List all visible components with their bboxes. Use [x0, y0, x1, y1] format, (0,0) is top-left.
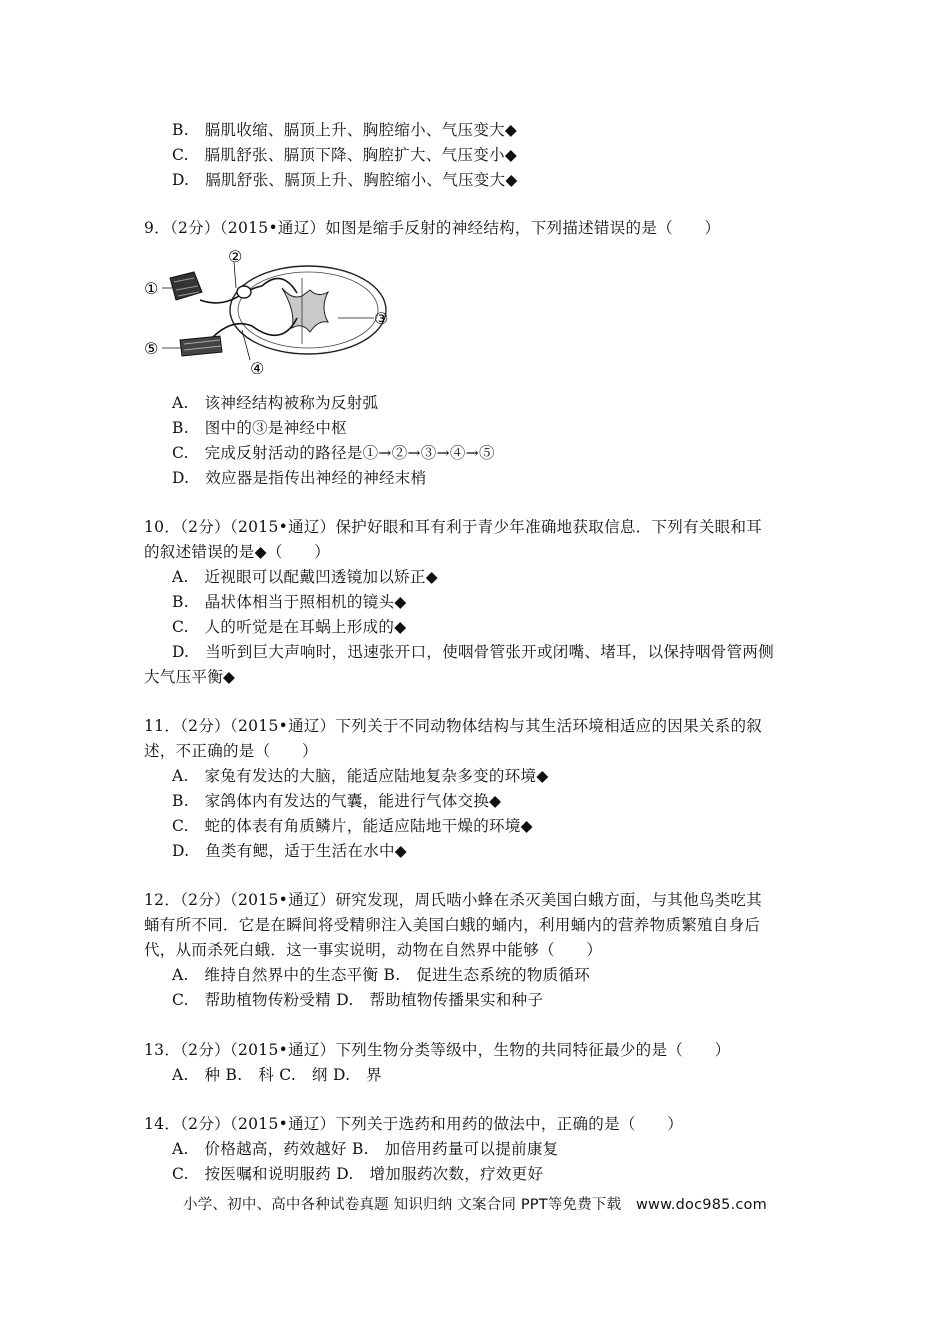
q12-options-cd: C. 帮助植物传粉受精 D. 帮助植物传播果实和种子	[172, 991, 544, 1009]
label-nerve-center: ③	[374, 309, 389, 328]
label-motor-neuron: ④	[250, 359, 265, 378]
q11-option-a: A. 家兔有发达的大脑，能适应陆地复杂多变的环境◆	[172, 767, 549, 785]
q9-option-d: D. 效应器是指传出神经的神经末梢	[172, 469, 427, 487]
q9-stem: 9．（2分）（2015•通辽）如图是缩手反射的神经结构，下列描述错误的是（ ）	[144, 219, 721, 237]
q10-stem-line2: 的叙述错误的是◆（ ）	[144, 543, 331, 561]
q10-option-c: C. 人的听觉是在耳蜗上形成的◆	[172, 618, 407, 636]
reflex-arc-figure	[142, 248, 392, 378]
q8-option-b: B. 膈肌收缩、膈顶上升、胸腔缩小、气压变大◆	[172, 121, 518, 139]
q10-option-a: A. 近视眼可以配戴凹透镜加以矫正◆	[172, 568, 438, 586]
page-footer: 小学、初中、高中各种试卷真题 知识归纳 文案合同 PPT等免费下载 www.doc985.com	[183, 1197, 767, 1213]
label-receptor: ①	[144, 279, 159, 298]
q10-option-d-continuation: 大气压平衡◆	[144, 668, 236, 686]
q13-stem: 13．（2分）（2015•通辽）下列生物分类等级中，生物的共同特征最少的是（ ）	[144, 1041, 731, 1059]
q12-stem-line2: 蛹有所不同．它是在瞬间将受精卵注入美国白蛾的蛹内，利用蛹内的营养物质繁殖自身后	[144, 916, 761, 934]
q14-options-cd: C. 按医嘱和说明服药 D. 增加服药次数，疗效更好	[172, 1165, 544, 1183]
q11-stem-line2: 述，不正确的是（ ）	[144, 742, 318, 760]
q8-option-d: D. 膈肌舒张、膈顶上升、胸腔缩小、气压变大◆	[172, 171, 518, 189]
q11-stem-line1: 11．（2分）（2015•通辽）下列关于不同动物体结构与其生活环境相适应的因果关系的叙	[144, 717, 763, 735]
q14-options-ab: A. 价格越高，药效越好 B. 加倍用药量可以提前康复	[172, 1140, 559, 1158]
q14-stem: 14．（2分）（2015•通辽）下列关于选药和用药的做法中，正确的是（ ）	[144, 1115, 684, 1133]
q9-option-b: B. 图中的③是神经中枢	[172, 419, 347, 437]
q9-option-c: C. 完成反射活动的路径是①→②→③→④→⑤	[172, 444, 495, 462]
label-effector: ⑤	[144, 339, 159, 358]
q13-options: A. 种 B. 科 C. 纲 D. 界	[172, 1066, 382, 1084]
q12-stem-line1: 12．（2分）（2015•通辽）研究发现，周氏啮小蜂在杀灭美国白蛾方面，与其他鸟类吃其	[144, 891, 763, 909]
q10-option-b: B. 晶状体相当于照相机的镜头◆	[172, 593, 407, 611]
q11-option-d: D. 鱼类有鳃，适于生活在水中◆	[172, 842, 408, 860]
q11-option-b: B. 家鸽体内有发达的气囊，能进行气体交换◆	[172, 792, 502, 810]
q10-option-d: D. 当听到巨大声响时，迅速张开口，使咽骨管张开或闭嘴、堵耳，以保持咽骨管两侧	[172, 643, 775, 661]
q12-stem-line3: 代，从而杀死白蛾．这一事实说明，动物在自然界中能够（ ）	[144, 941, 603, 959]
q11-option-c: C. 蛇的体表有角质鳞片，能适应陆地干燥的环境◆	[172, 817, 533, 835]
q9-option-a: A. 该神经结构被称为反射弧	[172, 394, 379, 412]
q10-stem-line1: 10．（2分）（2015•通辽）保护好眼和耳有利于青少年准确地获取信息．下列有关眼和耳	[144, 518, 763, 536]
reflex-arc-diagram	[142, 248, 392, 378]
q8-option-c: C. 膈肌舒张、膈顶下降、胸腔扩大、气压变小◆	[172, 146, 518, 164]
q12-options-ab: A. 维持自然界中的生态平衡 B. 促进生态系统的物质循环	[172, 966, 591, 984]
label-sensory-neuron: ②	[228, 248, 243, 266]
